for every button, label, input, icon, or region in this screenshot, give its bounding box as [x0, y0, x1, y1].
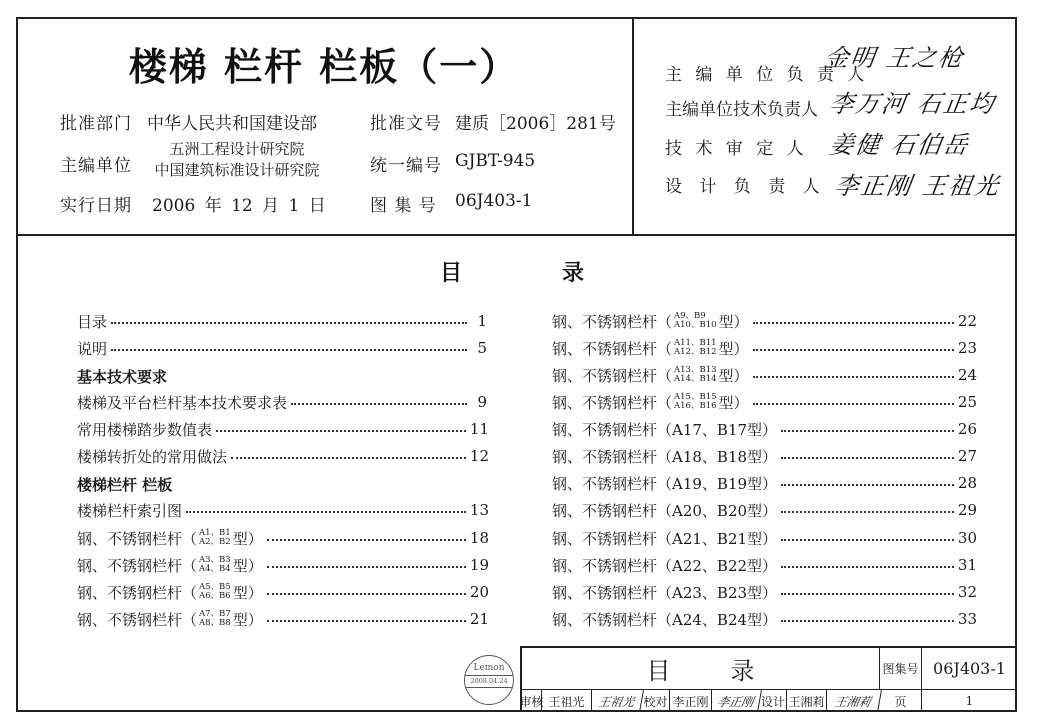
header-divider-horizontal: [16, 234, 1015, 236]
dot-leader: [267, 566, 466, 568]
effective-date-label: 实行日期: [60, 196, 132, 216]
toc-item-page: 33: [957, 610, 977, 628]
type-prefix: 钢、不锈钢栏杆（: [552, 312, 673, 331]
toc-item-page: 26: [957, 420, 977, 438]
toc-item-page: 13: [469, 501, 489, 519]
dot-leader: [216, 430, 466, 432]
toc-item-label: 常用楼梯踏步数值表: [77, 420, 213, 439]
design-label: 设计: [760, 690, 787, 712]
dot-leader: [781, 539, 954, 541]
toc-item-page: 19: [469, 556, 489, 574]
chief-editor-line-2: 中国建筑标准设计研究院: [154, 161, 320, 179]
toc-item-label: [552, 392, 749, 413]
type-codes: [199, 529, 231, 547]
atlas-no-label: 图集号: [880, 648, 922, 690]
toc-item-label: [552, 365, 749, 386]
type-code-top: A9、B9: [674, 311, 706, 321]
toc-item-label: [77, 555, 263, 576]
toc-section-heading: 楼梯栏杆 栏板: [77, 476, 173, 494]
approval-dept-label: 批准部门: [60, 114, 132, 134]
dot-leader: [753, 349, 954, 351]
toc-item-label: [77, 528, 263, 549]
dot-leader: [291, 403, 467, 405]
atlas-title: 楼梯 栏杆 栏板（一）: [128, 45, 520, 89]
type-code-bottom: A14、B14: [674, 374, 717, 384]
type-codes: [674, 339, 717, 357]
toc-item[interactable]: [552, 364, 977, 386]
type-code-bottom: A10、B10: [674, 320, 717, 330]
toc-item-label: 钢、不锈钢栏杆（A17、B17型）: [552, 420, 778, 439]
unified-no-value: GJBT-945: [455, 151, 536, 171]
toc-item[interactable]: [77, 337, 487, 359]
resp-label-tech-review: 技 术 审 定 人: [665, 139, 808, 159]
type-suffix: 型）: [718, 366, 749, 385]
type-suffix: 型）: [232, 583, 263, 602]
type-code-top: A7、B7: [199, 609, 231, 619]
toc-item-label: [552, 311, 749, 332]
toc-item[interactable]: [77, 554, 489, 576]
dot-leader: [186, 511, 466, 513]
toc-item-page: 20: [469, 583, 489, 601]
type-suffix: 型）: [718, 393, 749, 412]
toc-item[interactable]: [552, 608, 977, 630]
reviewer-signature: 王祖光: [590, 690, 644, 712]
type-code-top: A5、B5: [199, 582, 231, 592]
atlas-no-value: 06J403-1: [455, 191, 533, 211]
toc-item[interactable]: [552, 554, 977, 576]
dot-leader: [781, 620, 954, 622]
toc-item[interactable]: [77, 310, 487, 332]
toc-item-page: 1: [477, 312, 487, 330]
designer-name: 王湘莉: [787, 690, 827, 712]
dot-leader: [753, 322, 954, 324]
type-prefix: 钢、不锈钢栏杆（: [77, 610, 198, 629]
toc-item-label: 楼梯及平台栏杆基本技术要求表: [77, 393, 288, 412]
header-divider-vertical: [632, 17, 634, 235]
toc-item-page: 30: [957, 529, 977, 547]
type-prefix: 钢、不锈钢栏杆（: [77, 583, 198, 602]
type-codes: [199, 610, 231, 628]
type-suffix: 型）: [718, 312, 749, 331]
type-code-top: A11、B11: [674, 338, 717, 348]
checker-signature: 李正刚: [710, 690, 762, 712]
effective-date-value: 2006 年 12 月 1 日: [152, 196, 326, 216]
toc-item[interactable]: [77, 418, 489, 440]
type-code-bottom: A4、B4: [199, 564, 231, 574]
resp-label-design-lead: 设 计 负 责 人: [665, 177, 826, 197]
signature-tech-lead: 李万河 石正均: [827, 90, 998, 118]
toc-item[interactable]: [552, 418, 977, 440]
approval-doc-label: 批准文号: [370, 114, 442, 134]
toc-item[interactable]: [552, 581, 977, 603]
type-suffix: 型）: [232, 529, 263, 548]
lemon-stamp: [464, 655, 514, 705]
title-block: [520, 646, 1015, 710]
review-label: 审核: [522, 690, 542, 712]
signature-design-lead: 李正刚 王祖光: [832, 172, 1003, 200]
dot-leader: [267, 539, 466, 541]
toc-item-label: 楼梯转折处的常用做法: [77, 447, 228, 466]
toc-item-page: 22: [957, 312, 977, 330]
chief-editor-label: 主编单位: [60, 156, 132, 176]
toc-title-char-2: 录: [562, 261, 585, 286]
toc-section-heading: 基本技术要求: [77, 368, 168, 386]
toc-item-label: 目录: [77, 312, 108, 331]
page-number: 1: [965, 694, 974, 708]
signature-chief-unit: 金明 王之枪: [822, 44, 967, 72]
signature-tech-review: 姜健 石伯岳: [827, 131, 972, 159]
toc-item-page: 21: [469, 610, 489, 628]
toc-item-label: 钢、不锈钢栏杆（A24、B24型）: [552, 610, 778, 629]
atlas-no-value: 06J403-1: [922, 648, 1017, 690]
toc-item-page: 32: [957, 583, 977, 601]
toc-item-label: 说明: [77, 339, 108, 358]
dot-leader: [231, 457, 466, 459]
toc-item[interactable]: [77, 391, 487, 413]
type-prefix: 钢、不锈钢栏杆（: [77, 529, 198, 548]
dot-leader: [267, 593, 466, 595]
type-codes: [199, 556, 231, 574]
type-suffix: 型）: [232, 610, 263, 629]
type-code-top: A15、B15: [674, 392, 717, 402]
toc-item[interactable]: [552, 310, 977, 332]
chief-editor-line-1: 五洲工程设计研究院: [169, 140, 305, 158]
toc-item-page: 5: [477, 339, 487, 357]
type-suffix: 型）: [718, 339, 749, 358]
type-codes: [674, 312, 717, 330]
toc-item-page: 9: [477, 393, 487, 411]
type-prefix: 钢、不锈钢栏杆（: [552, 393, 673, 412]
toc-item-label: 钢、不锈钢栏杆（A19、B19型）: [552, 474, 778, 493]
type-code-top: A13、B13: [674, 365, 717, 375]
type-prefix: 钢、不锈钢栏杆（: [552, 366, 673, 385]
designer-signature: 王湘莉: [825, 690, 882, 712]
toc-item[interactable]: [552, 527, 977, 549]
type-prefix: 钢、不锈钢栏杆（: [552, 339, 673, 358]
approval-doc-value: 建质［2006］281号: [455, 114, 616, 134]
dot-leader: [753, 403, 954, 405]
toc-item-label: 楼梯栏杆索引图: [77, 501, 183, 520]
toc-item-label: [77, 609, 263, 630]
toc-item-label: 钢、不锈钢栏杆（A20、B20型）: [552, 501, 778, 520]
toc-item[interactable]: [552, 391, 977, 413]
toc-item[interactable]: [77, 527, 489, 549]
stamp-name: Lemon: [473, 663, 505, 673]
type-code-bottom: A6、B6: [199, 591, 231, 601]
toc-item-page: 11: [469, 420, 489, 438]
type-code-bottom: A2、B2: [199, 537, 231, 547]
dot-leader: [781, 430, 954, 432]
sheet-title: [522, 648, 880, 690]
type-code-bottom: A12、B12: [674, 347, 717, 357]
toc-item[interactable]: [77, 499, 489, 521]
checker-name: 李正刚: [670, 690, 712, 712]
toc-item[interactable]: [552, 472, 977, 494]
dot-leader: [781, 566, 954, 568]
dot-leader: [753, 376, 954, 378]
type-code-bottom: A16、B16: [674, 401, 717, 411]
type-codes: [199, 583, 231, 601]
toc-item-page: 12: [469, 447, 489, 465]
toc-item-label: [552, 338, 749, 359]
type-code-bottom: A8、B8: [199, 618, 231, 628]
toc-item-label: [77, 582, 263, 603]
type-prefix: 钢、不锈钢栏杆（: [77, 556, 198, 575]
toc-item-page: 24: [957, 366, 977, 384]
type-code-top: A3、B3: [199, 555, 231, 565]
toc-item-page: 31: [957, 556, 977, 574]
atlas-no-label: 图 集 号: [370, 196, 437, 216]
resp-label-tech-lead: 主编单位技术负责人: [665, 100, 818, 120]
toc-item-page: 18: [469, 529, 489, 547]
dot-leader: [111, 349, 467, 351]
resp-label-chief-unit: 主 编 单 位 负 责 人: [665, 65, 869, 85]
page-label: 页: [880, 690, 922, 712]
type-codes: [674, 366, 717, 384]
dot-leader: [111, 322, 467, 324]
dot-leader: [267, 620, 466, 622]
toc-item[interactable]: [552, 499, 977, 521]
sheet-title-char-1: 目: [646, 657, 671, 685]
toc-item-page: 29: [957, 501, 977, 519]
dot-leader: [781, 484, 954, 486]
toc-item-page: 25: [957, 393, 977, 411]
unified-no-label: 统一编号: [370, 156, 442, 176]
dot-leader: [781, 511, 954, 513]
type-codes: [674, 393, 717, 411]
toc-item[interactable]: [552, 337, 977, 359]
toc-item-label: 钢、不锈钢栏杆（A21、B21型）: [552, 529, 778, 548]
toc-item[interactable]: [77, 581, 489, 603]
toc-item-label: 钢、不锈钢栏杆（A18、B18型）: [552, 447, 778, 466]
check-label: 校对: [642, 690, 670, 712]
toc-item[interactable]: [77, 445, 489, 467]
type-code-top: A1、B1: [199, 528, 231, 538]
toc-item-label: 钢、不锈钢栏杆（A22、B22型）: [552, 556, 778, 575]
reviewer-name: 王祖光: [542, 690, 592, 712]
toc-item[interactable]: [77, 608, 489, 630]
sheet-title-char-2: 录: [730, 657, 755, 685]
approval-dept-value: 中华人民共和国建设部: [147, 114, 317, 134]
chief-editor-value: [147, 139, 327, 181]
toc-item-page: 23: [957, 339, 977, 357]
dot-leader: [781, 457, 954, 459]
stamp-date: 2008.04.24: [465, 675, 513, 688]
toc-title-char-1: 目: [440, 261, 463, 286]
dot-leader: [781, 593, 954, 595]
toc-item-page: 27: [957, 447, 977, 465]
toc-item-page: 28: [957, 474, 977, 492]
type-suffix: 型）: [232, 556, 263, 575]
toc-item[interactable]: [552, 445, 977, 467]
toc-item-label: 钢、不锈钢栏杆（A23、B23型）: [552, 583, 778, 602]
